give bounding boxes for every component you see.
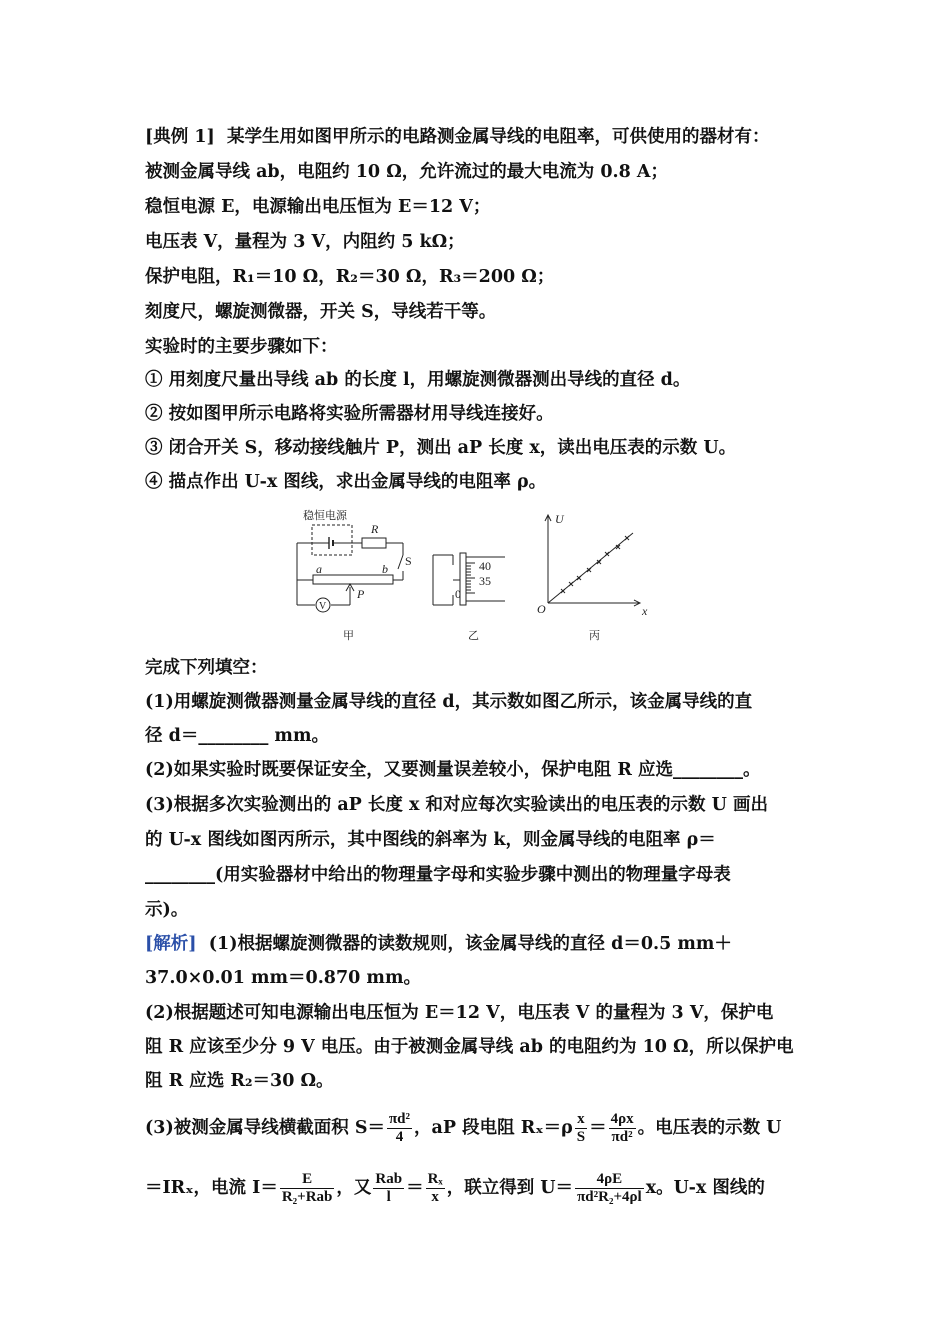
question-3-line-1: (3)根据多次实验测出的 aP 长度 x 和对应每次实验读出的电压表的示数 U 画出 xyxy=(145,795,768,815)
example-first-line xyxy=(145,125,770,149)
fraction-numerator: Rₓ xyxy=(427,1171,443,1187)
analysis-2-line-3: 阻 R 应选 R₂＝30 Ω。 xyxy=(145,1071,334,1091)
analysis-3-line-1 xyxy=(145,1108,781,1148)
fraction-denominator: R₂+Rab xyxy=(281,1189,333,1205)
fraction-numerator: 4ρE xyxy=(575,1171,644,1189)
equipment-item: 电压表 V，量程为 3 V，内阻约 5 kΩ； xyxy=(145,232,465,252)
analysis-3-text: ，又 xyxy=(336,1178,372,1198)
fraction xyxy=(609,1111,636,1146)
step-item: ① 用刻度尺量出导线 ab 的长度 l，用螺旋测微器测出导线的直径 d。 xyxy=(145,370,691,390)
analysis-3-text: ，联立得到 U＝ xyxy=(446,1178,574,1198)
fraction-denominator: x xyxy=(431,1189,439,1205)
fraction-denominator: πd² xyxy=(611,1129,633,1145)
analysis-1-text: (1)根据螺旋测微器的读数规则，该金属导线的直径 d＝0.5 mm＋ xyxy=(208,934,732,954)
analysis-3-text: 。电压表的示数 U xyxy=(637,1118,782,1138)
equipment-item: 稳恒电源 E，电源输出电压恒为 E＝12 V； xyxy=(145,197,491,217)
caption-jia: 甲 xyxy=(343,629,354,642)
b-label: b xyxy=(382,562,388,576)
question-3-line-2: 的 U-x 图线如图丙所示，其中图线的斜率为 k，则金属导线的电阻率 ρ＝ xyxy=(145,830,716,850)
fraction-denominator: πd²R₂+4ρl xyxy=(577,1189,642,1205)
example-tag: [典例 1] xyxy=(145,127,215,147)
switch-s xyxy=(398,555,403,569)
analysis-3-text: ＝ xyxy=(406,1178,424,1198)
fraction-denominator: S xyxy=(576,1129,586,1145)
fraction xyxy=(575,1111,587,1146)
steps-intro: 实验时的主要步骤如下： xyxy=(145,337,338,357)
analysis-3-text: (3)被测金属导线横截面积 S＝ xyxy=(145,1118,385,1138)
fraction xyxy=(387,1111,412,1146)
origin-label: O xyxy=(537,602,546,616)
questions-intro: 完成下列填空： xyxy=(145,658,268,678)
equipment-item: 保护电阻，R₁＝10 Ω，R₂＝30 Ω，R₃＝200 Ω； xyxy=(145,267,555,287)
fraction-numerator: x xyxy=(575,1111,587,1129)
example-intro: 某学生用如图甲所示的电路测金属导线的电阻率，可供使用的器材有： xyxy=(227,127,770,147)
analysis-3-text: ，aP 段电阻 Rₓ＝ρ xyxy=(414,1118,573,1138)
r-label: R xyxy=(371,522,379,536)
s-label: S xyxy=(405,554,412,568)
question-2: (2)如果实验时既要保证安全，又要测量误差较小，保护电阻 R 应选________。 xyxy=(145,760,761,780)
figures xyxy=(285,505,675,645)
equipment-item: 被测金属导线 ab，电阻约 10 Ω，允许流过的最大电流为 0.8 A； xyxy=(145,162,668,182)
question-3-line-4: 示)。 xyxy=(145,900,189,920)
fraction-denominator: l xyxy=(386,1189,391,1205)
analysis-2-line-2: 阻 R 应该至少分 9 V 电压。由于被测金属导线 ab 的电阻约为 10 Ω，所以保护电 xyxy=(145,1037,794,1057)
caption-yi: 乙 xyxy=(468,629,479,642)
thimble-ticks xyxy=(466,563,475,593)
step-item: ④ 描点作出 U-x 图线，求出金属导线的电阻率 ρ。 xyxy=(145,472,547,492)
analysis-3-text: x。U-x 图线的 xyxy=(645,1178,765,1198)
fraction xyxy=(426,1171,445,1206)
analysis-1-line-1 xyxy=(145,932,732,956)
fraction-numerator: 4ρx xyxy=(610,1111,634,1127)
a-label: a xyxy=(316,562,322,576)
resistor-r xyxy=(362,538,386,548)
question-1-line-2: 径 d＝________ mm。 xyxy=(145,726,329,746)
fraction xyxy=(373,1171,404,1206)
tick-35: 35 xyxy=(479,574,491,588)
analysis-2-line-1: (2)根据题述可知电源输出电压恒为 E＝12 V，电压表 V 的量程为 3 V，保护电 xyxy=(145,1003,774,1023)
question-3-line-3: ________(用实验器材中给出的物理量字母和实验步骤中测出的物理量字母表 xyxy=(145,865,731,885)
fraction-denominator: 4 xyxy=(395,1129,404,1145)
fraction xyxy=(280,1171,335,1206)
fraction-numerator: E xyxy=(280,1171,335,1189)
question-1-line-1: (1)用螺旋测微器测量金属导线的直径 d，其示数如图乙所示，该金属导线的直 xyxy=(145,692,753,712)
tick-40: 40 xyxy=(479,559,491,573)
analysis-tag: [解析] xyxy=(145,934,197,954)
fraction xyxy=(575,1171,644,1206)
step-item: ② 按如图甲所示电路将实验所需器材用导线连接好。 xyxy=(145,404,554,424)
micrometer-diagram xyxy=(433,553,505,605)
analysis-3-text: ＝ xyxy=(589,1118,607,1138)
equipment-item: 刻度尺，螺旋测微器，开关 S，导线若干等。 xyxy=(145,302,497,322)
metal-wire-ab xyxy=(313,575,393,584)
caption-bing: 丙 xyxy=(589,629,600,642)
tick-zero: 0 xyxy=(455,587,461,601)
analysis-3-text: ＝IRₓ，电流 I＝ xyxy=(145,1178,278,1198)
fraction-numerator: πd² xyxy=(388,1111,411,1127)
x-axis-label: x xyxy=(642,604,648,618)
analysis-3-line-2 xyxy=(145,1168,765,1208)
fraction-numerator: Rab xyxy=(375,1171,403,1187)
analysis-1-line-2: 37.0×0.01 mm＝0.870 mm。 xyxy=(145,968,421,988)
step-item: ③ 闭合开关 S，移动接线触片 P，测出 aP 长度 x，读出电压表的示数 U。 xyxy=(145,438,737,458)
p-label: P xyxy=(357,587,365,601)
power-source-label: 稳恒电源 xyxy=(303,509,347,522)
v-label: V xyxy=(319,601,327,612)
u-x-graph xyxy=(545,515,640,606)
u-axis-label: U xyxy=(555,512,564,526)
